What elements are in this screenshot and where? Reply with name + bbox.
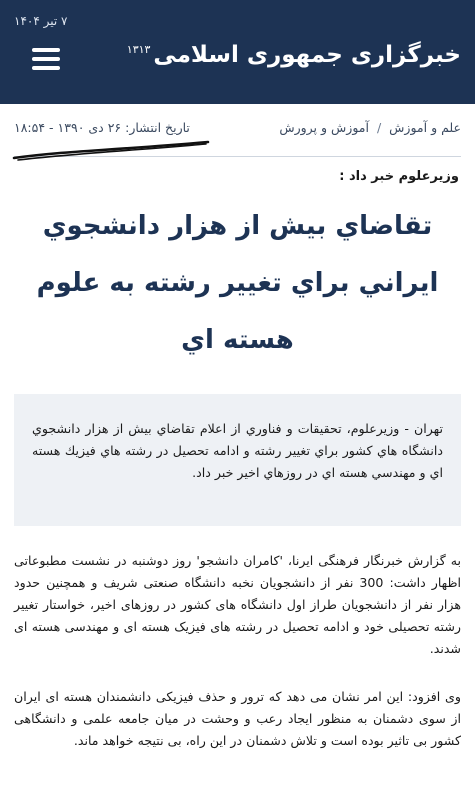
- article-kicker: وزيرعلوم خبر داد :: [339, 169, 459, 184]
- title-line: ايراني براي تغيير رشته به علوم: [36, 268, 439, 298]
- site-logo[interactable]: [127, 42, 461, 68]
- logo-text: خبرگزاری جمهوری اسلامی: [153, 42, 461, 68]
- menu-bar: [32, 48, 60, 52]
- site-header: [0, 0, 475, 104]
- breadcrumb-item-science[interactable]: علم و آموزش: [389, 119, 461, 135]
- title-line: هسته اي: [181, 325, 294, 355]
- header-date: ۷ تیر ۱۴۰۴: [14, 14, 68, 28]
- article-title: [0, 184, 475, 369]
- menu-bar: [32, 57, 60, 61]
- publish-date: تاريخ انتشار: ۲۶ دی ۱۳۹۰ - ۱۸:۵۴: [14, 119, 190, 135]
- article-paragraph: وی افزود: این امر نشان می دهد که ترور و حذف فیزیکی دانشمندان هسته ای ایران از سوی دشمنان به منظور ایجاد رعب و وحشت در میان جامعه علمی و دانشگاهی کشور بی تاثیر بوده است و تلاش دشمنان در این راه، بی نتیجه خواهد ماند.: [14, 689, 461, 748]
- article-paragraph: به گزارش خبرنگار فرهنگی ایرنا، 'کامران دانشجو' روز دوشنبه در نشست مطبوعاتی اظهار داشت: 300 نفر از دانشجویان نخبه دانشگاه صنعتی شریف و همچنین حدود هزار نفر از دانشجویان طراز اول دانشگاه های کشور در روزهای اخیر، خواستار تغییر رشته تحصیلی خود و ادامه تحصیل در رشته های فیزیک هسته ای و مهندسی هسته ای شدند.: [14, 553, 462, 656]
- hamburger-menu-icon[interactable]: [32, 48, 60, 70]
- breadcrumb: [279, 120, 461, 135]
- pen-underline-scribble: [12, 138, 212, 166]
- logo-year: ۱۳۱۳: [126, 43, 151, 57]
- breadcrumb-separator: /: [376, 119, 382, 135]
- title-line: تقاضاي بيش از هزار دانشجوي: [42, 211, 433, 241]
- menu-bar: [32, 66, 60, 70]
- breadcrumb-item-education[interactable]: آموزش و پرورش: [279, 119, 369, 135]
- article-lead: تهران - وزيرعلوم، تحقيقات و فناوري از اعلام تقاضاي بيش از هزار دانشجوي دانشگاه هاي كشور براي تغيير رشته و ادامه تحصيل در رشته هاي فيزيك هسته اي و مهندسي هسته اي در روزهاي اخير خبر داد.: [14, 394, 461, 526]
